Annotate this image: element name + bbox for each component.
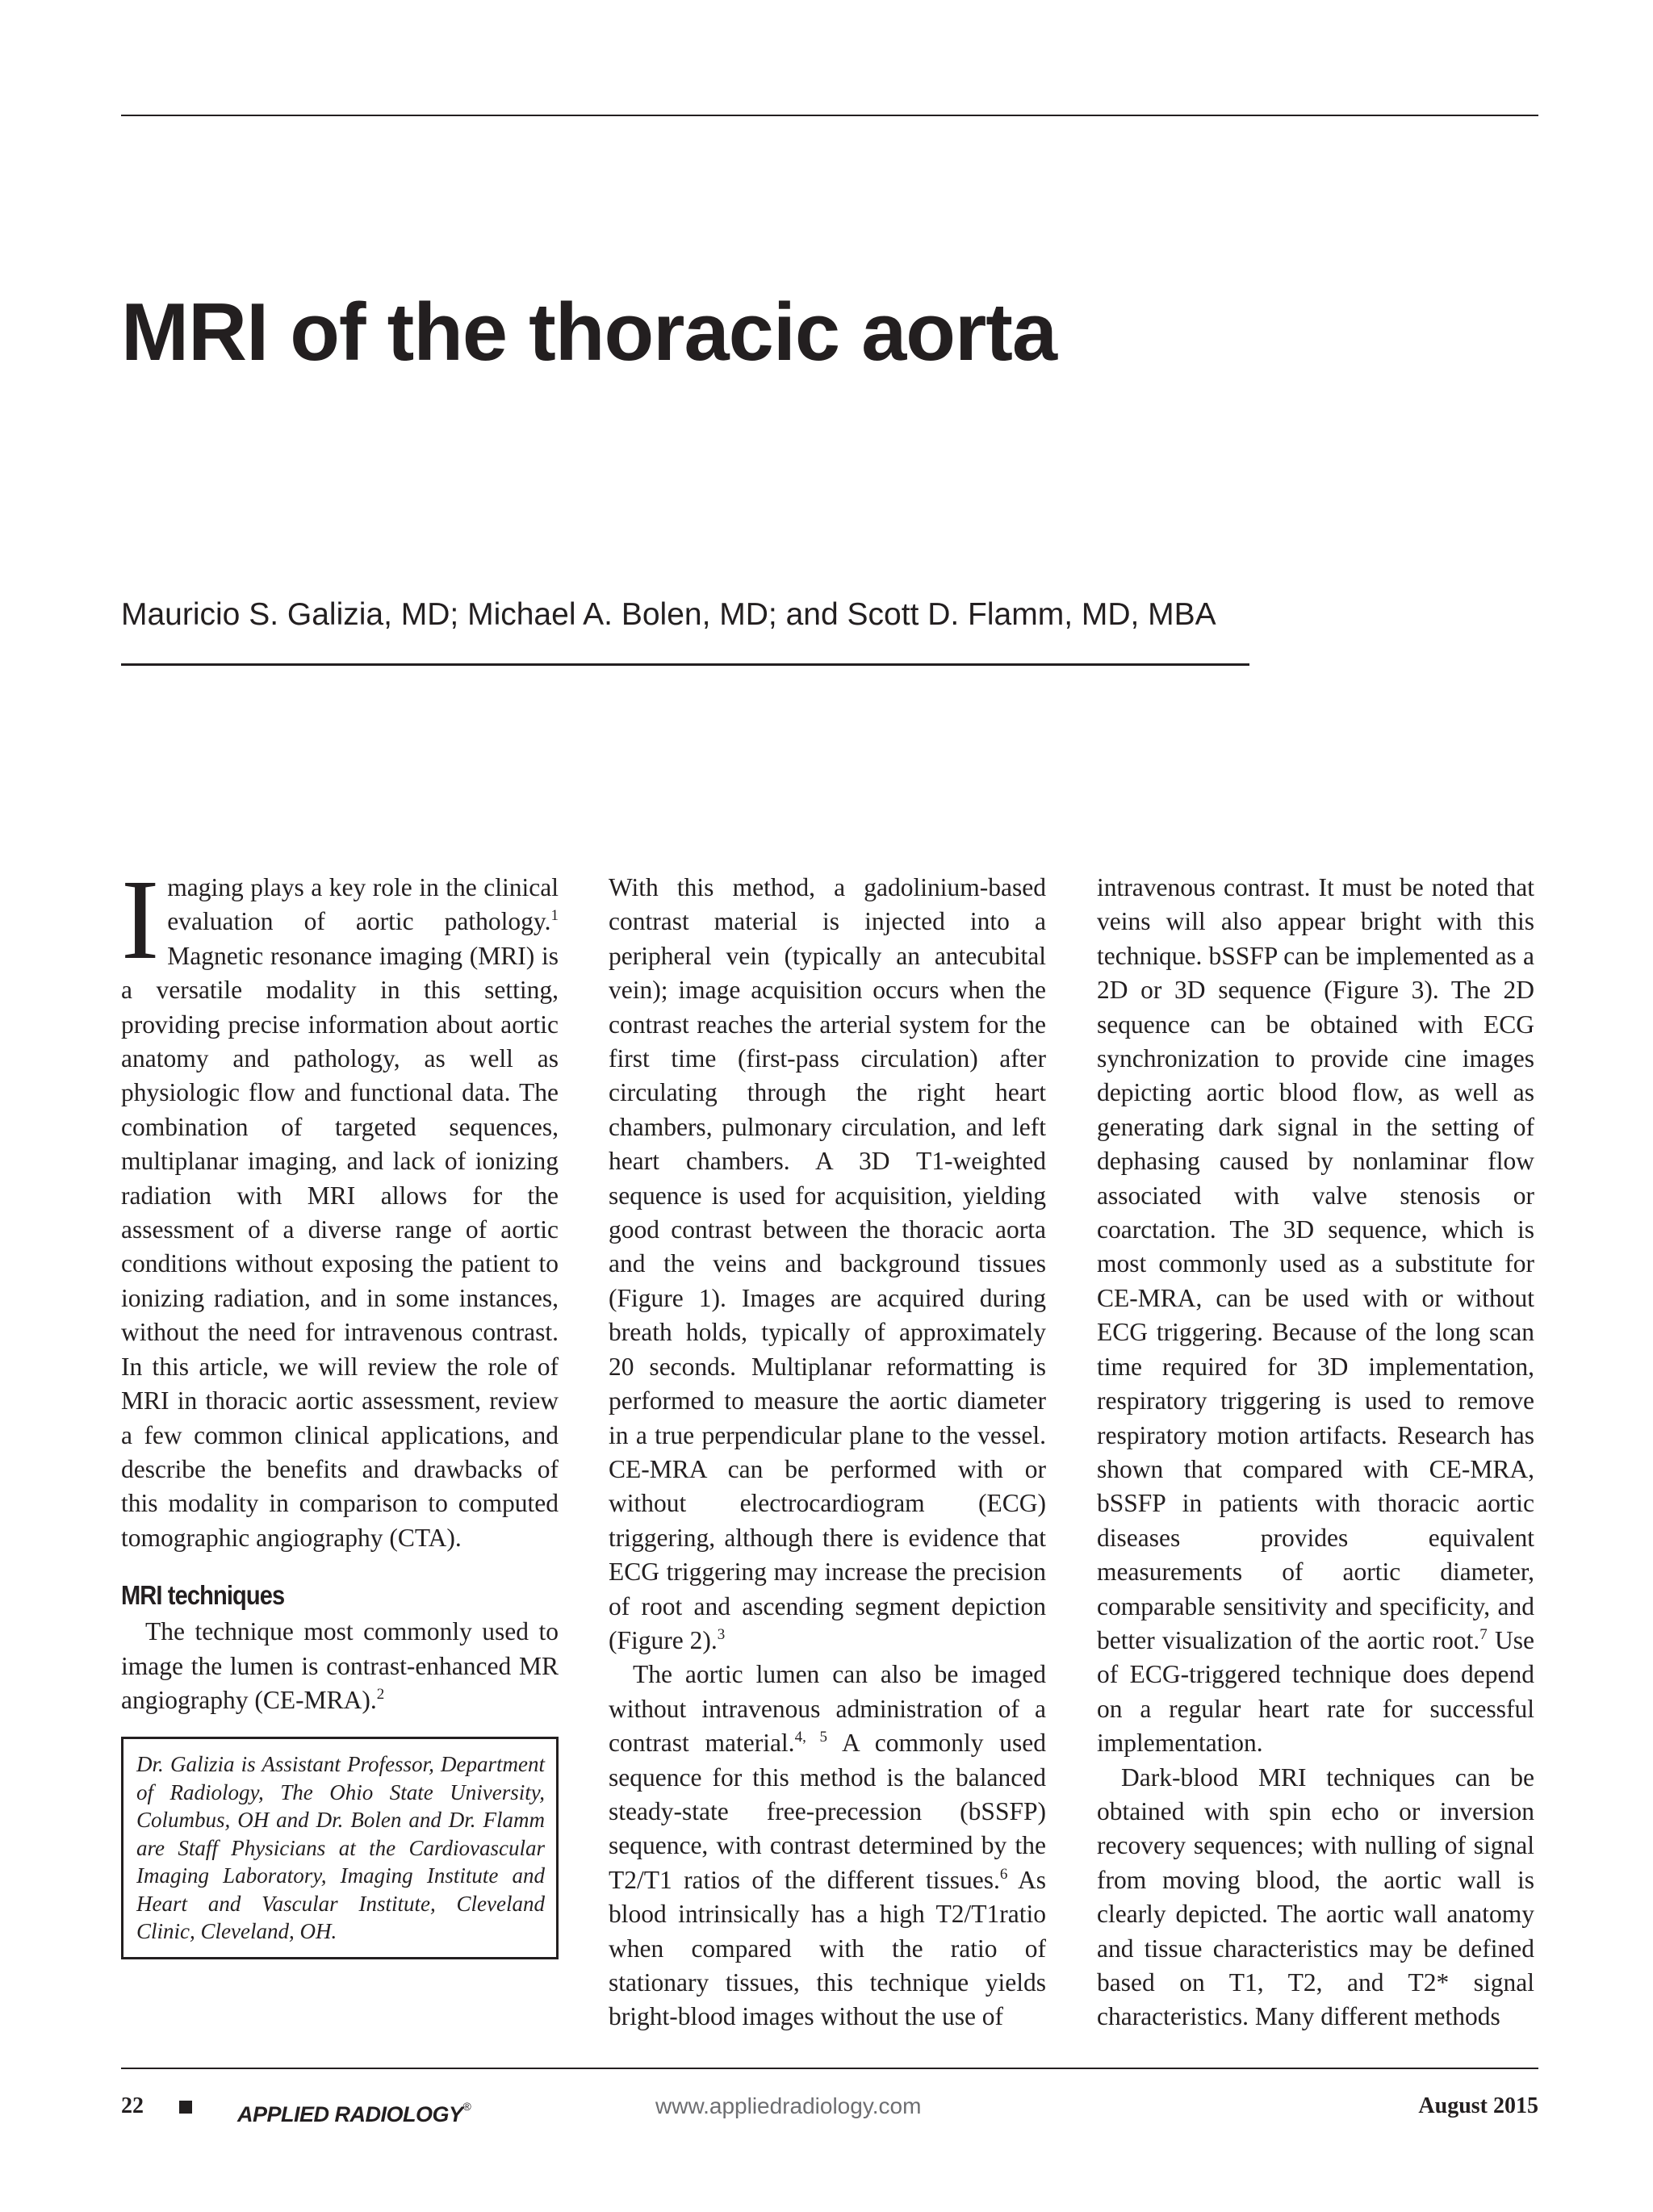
reference-1: 1 (550, 907, 559, 925)
journal-website: www.appliedradiology.com (655, 2093, 922, 2118)
bssfp-text-a: intravenous contrast. It must be noted that veins will also appear bright with this technique. bSSFP can be implemented as a 2D or 3D sequence (Figure 3). The 2D sequence can be obtained with ECG synchronization to provide cine images depicting aortic blood flow, as well as generating dark signal in the setting of dephasing caused by nonlaminar flow associated with valve stenosis or coarctation. The 3D sequence, which is most commonly used as a substitute for CE-MRA, can be used with or without ECG triggering. Because of the long scan time required for 3D implementation, respiratory triggering is used to remove respiratory motion artifacts. Research has shown that compared with CE-MRA, bSSFP in patients with thoracic aortic diseases provides equivalent measurements of aortic diameter, comparable sensitivity and specificity, and better visualization of the aortic root. (1097, 873, 1534, 1654)
non-contrast-text-b: A commonly used sequence for this method is the balanced steady-state free-precession (bSSFP) sequence, with contrast determined by the T2/T1 ratios of the different tissues. (609, 1729, 1047, 1894)
reference-3: 3 (717, 1625, 726, 1643)
section-heading-mri-techniques: MRI techniques (121, 1580, 285, 1611)
article-title: MRI of the thoracic aorta (121, 287, 1057, 378)
contrast-method-paragraph (609, 871, 1046, 1658)
non-contrast-text-c: As blood intrinsically has a high T2/T1ratio when compared with the ratio of stationary tissues, this technique yields bright-blood images without the use of (609, 1865, 1046, 2031)
top-rule (121, 115, 1538, 116)
non-contrast-text-a: The aortic lumen can also be imaged without intravenous administration of a contrast material. (609, 1660, 1046, 1758)
bssfp-paragraph (1097, 871, 1534, 1761)
non-contrast-paragraph (609, 1658, 1046, 2034)
column-2 (609, 871, 1046, 2034)
bssfp-text-b: Use of ECG-triggered technique does depend on a regular heart rate for successful implementation. (1097, 1625, 1534, 1758)
reference-7: 7 (1479, 1625, 1488, 1643)
footer-rule (121, 2068, 1538, 2069)
author-list: Mauricio S. Galizia, MD; Michael A. Bolen, MD; and Scott D. Flamm, MD, MBA (121, 597, 1216, 632)
column-1 (121, 855, 559, 1959)
intro-text-rest: Magnetic resonance imaging (MRI) is a versatile modality in this setting, providing precise information about aortic anatomy and pathology, as well as physiologic flow and functional data. The combination of targeted sequences, multiplanar imaging, and lack of ionizing radiation with MRI allows for the assessment of a diverse range of aortic conditions without exposing the patient to ionizing radiation, and in some instances, without the need for intravenous contrast. In this article, we will review the role of MRI in thoracic aortic assessment, review a few common clinical applications, and describe the benefits and drawbacks of this modality in comparison to computed tomographic angiography (CTA). (121, 941, 559, 1552)
registered-mark: ® (462, 2100, 471, 2113)
reference-6: 6 (999, 1865, 1008, 1883)
drop-cap: I (121, 855, 160, 983)
journal-name (237, 2090, 471, 2130)
dark-blood-paragraph: Dark-blood MRI techniques can be obtained with spin echo or inversion recovery sequences; with nulling of signal from moving blood, the aortic wall is clearly depicted. The aortic wall anatomy and tissue characteristics may be defined based on T1, T2, and T2* signal characteristics. Many different methods (1097, 1762, 1534, 2031)
column-3 (1097, 871, 1534, 2034)
intro-paragraph (121, 855, 559, 1555)
author-rule (121, 663, 1249, 666)
contrast-method-text: With this method, a gadolinium-based contrast material is injected into a peripheral vein (typically an antecubital vein); image acquisition occurs when the contrast reaches the arterial system for the first time (first-pass circulation) after circulating through the right heart chambers, pulmonary circulation, and left heart chambers. A 3D T1-weighted sequence is used for acquisition, yielding good contrast between the thoracic aorta and the veins and background tissues (Figure 1). Images are acquired during breath holds, typically of approximately 20 seconds. Multiplanar reformatting is performed to measure the aortic diameter in a true perpendicular plane to the vessel. CE-MRA can be performed with or without electrocardiogram (ECG) triggering, although there is evidence that ECG triggering may increase the precision of root and ascending segment depiction (Figure 2). (609, 873, 1046, 1654)
techniques-paragraph (121, 1615, 559, 1717)
page-number: 22 (121, 2093, 144, 2118)
footer-square-icon (179, 2101, 192, 2114)
intro-text-start: maging plays a key role in the clinical evaluation of aortic pathology. (167, 873, 559, 936)
reference-4-5: 4, 5 (794, 1729, 827, 1746)
issue-date: August 2015 (1418, 2093, 1538, 2118)
journal-name-text: APPLIED RADIOLOGY (237, 2102, 463, 2126)
techniques-text: The technique most commonly used to image the lumen is contrast-enhanced MR angiography (CE-MRA). (121, 1617, 559, 1714)
reference-2: 2 (376, 1685, 385, 1703)
author-bio-box: Dr. Galizia is Assistant Professor, Department of Radiology, The Ohio State University, Columbus, OH and Dr. Bolen and Dr. Flamm are Staff Physicians at the Cardiovascular Imaging Laboratory, Imaging Institute and Heart and Vascular Institute, Cleveland Clinic, Cleveland, OH. (121, 1737, 559, 1959)
